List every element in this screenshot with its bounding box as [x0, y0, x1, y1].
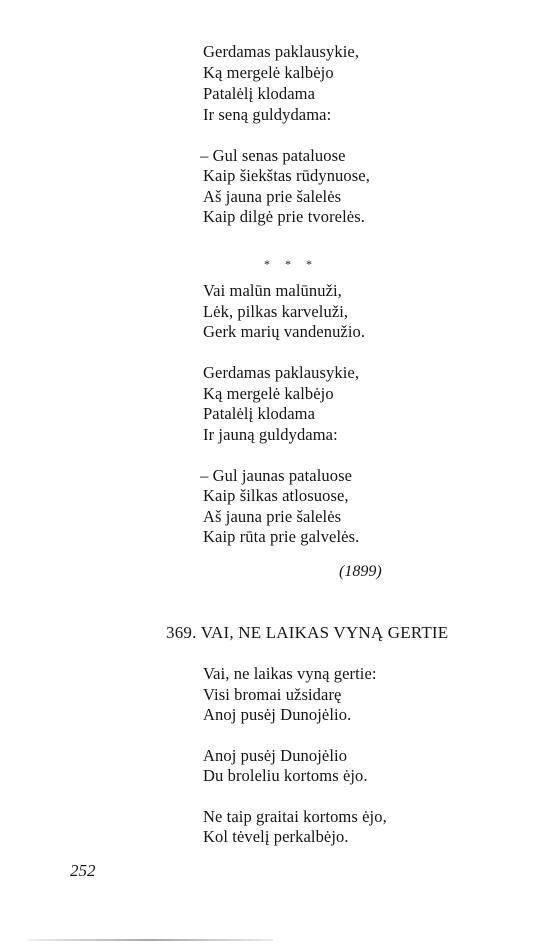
verse-line: – Gul jaunas pataluose [200, 466, 353, 485]
verse-line: Ir jauną guldydama: [203, 425, 338, 444]
verse-line: Patalėlį klodama [203, 404, 316, 423]
verse-line: Ne taip graitai kortoms ėjo, [203, 807, 387, 826]
verse-line: Aš jauna prie šalelės [203, 507, 342, 526]
verse-line: Kaip dilgė prie tvorelės. [203, 207, 365, 226]
verse-line: Kaip šiekštas rūdynuose, [203, 166, 370, 185]
verse-line: – Gul senas pataluose [200, 146, 346, 165]
verse-line: Vai malūn malūnuži, [203, 281, 342, 300]
verse-line: Gerdamas paklausykie, [203, 42, 360, 61]
verse-line: Du broleliu kortoms ėjo. [203, 766, 368, 785]
poem-year: (1899) [339, 563, 382, 580]
verse-line: Gerk marių vandenužio. [203, 322, 366, 341]
verse-line: Aš jauna prie šalelės [203, 187, 342, 206]
verse-line: Gerdamas paklausykie, [203, 363, 360, 382]
verse-line: Lėk, pilkas karveluži, [203, 302, 349, 321]
verse-line: Kol tėvelį perkalbėjo. [203, 827, 349, 846]
verse-line: Ir seną guldydama: [203, 105, 332, 124]
verse-line: Kaip šilkas atlosuose, [203, 486, 349, 505]
verse-line: Patalėlį klodama [203, 84, 316, 103]
verse-line: Ką mergelė kalbėjo [203, 63, 334, 82]
section-separator: * * * [264, 257, 318, 271]
poem-heading: 369. VAI, NE LAIKAS VYNĄ GERTIE [166, 623, 449, 642]
verse-line: Ką mergelė kalbėjo [203, 384, 334, 403]
page-number: 252 [70, 861, 96, 880]
verse-line: Anoj pusėj Dunojėlio. [203, 705, 352, 724]
verse-line: Anoj pusėj Dunojėlio [203, 746, 348, 765]
verse-line: Kaip rūta prie galvelės. [203, 527, 360, 546]
verse-line: Vai, ne laikas vyną gertie: [203, 664, 377, 683]
verse-line: Visi bromai užsidarę [203, 685, 342, 704]
scan-edge-line [28, 939, 273, 941]
